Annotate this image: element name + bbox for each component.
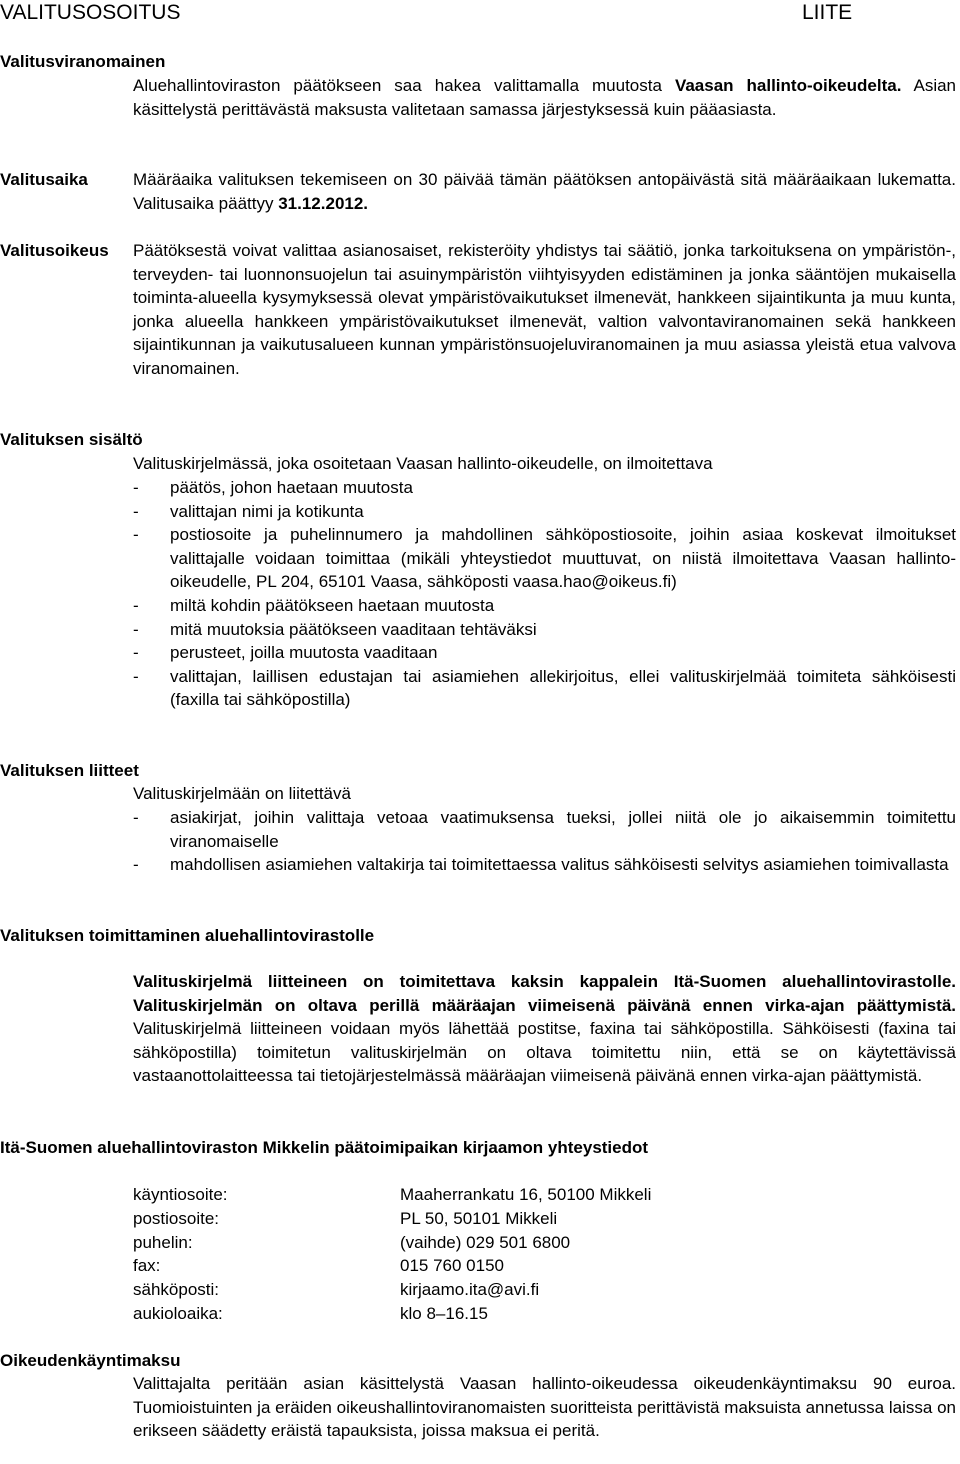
list-item: - mahdollisen asiamiehen valtakirja tai toimitettaessa valitus sähköisesti selvitys asiamiehen toimivallasta (133, 853, 956, 877)
authority-text-a: Aluehallintoviraston päätökseen saa hakea valittamalla muutosta (133, 76, 675, 95)
section-attachments-intro: Valituskirjelmään on liitettävä (133, 784, 351, 803)
contact-value: klo 8–16.15 (400, 1303, 488, 1323)
authority-text-b: Asian käsittelystä perittävästä maksusta valitetaan samassa järjestyksessä kuin pääasiasta. (133, 76, 957, 119)
list-item: - postiosoite ja puhelinnumero ja mahdollinen sähköpostiosoite, joihin asiaa koskevat ilmoitukset valittajalle voidaan toimittaa (mikäli yhteystiedot muuttuvat, on niistä ilmoitettava Vaasan hallinto-oikeudelle, PL 204, 65101 Vaasa, sähköposti vaasa.hao@oikeus.fi) (133, 523, 956, 594)
appendix-label: LIITE (802, 1, 853, 24)
section-attachments-heading: Valituksen liitteet (0, 761, 139, 780)
contact-key: postiosoite: (133, 1208, 219, 1228)
delivery-bold-b: Valituskirjelmän on oltava perillä määräajan viimeisenä päivänä ennen virka-ajan päättymistä. (133, 995, 956, 1015)
contact-row-phone (133, 1231, 651, 1255)
delivery-text: Valituskirjelmä liitteineen voidaan myös lähettää postitse, faxina tai sähköpostilla. Sähköisesti (faxina tai sähköpostilla) toimitetun valituskirjelmän on oltava toimitettu niin, että se on käytettävissä vastaanottolaitteessa tai tietojärjestelmässä määräajan viimeisenä päivänä ennen virka-ajan päättymistä. (133, 1019, 956, 1086)
contact-row-visit-address (133, 1183, 651, 1207)
contact-key: puhelin: (133, 1232, 193, 1252)
section-content-heading: Valituksen sisältö (0, 430, 143, 449)
delivery-bold-a: Valituskirjelmä liitteineen on toimitettava kaksin kappalein Itä-Suomen aluehallintovirastolle. (133, 972, 956, 991)
contact-row-fax (133, 1254, 651, 1278)
authority-court: Vaasan hallinto-oikeudelta. (674, 76, 902, 95)
contact-value: kirjaamo.ita@avi.fi (400, 1280, 540, 1300)
list-item: - miltä kohdin päätökseen haetaan muutosta (133, 594, 956, 618)
section-right-text: Päätöksestä voivat valittaa asianosaiset, rekisteröity yhdistys tai säätiö, jonka tarkoituksena on ympäristön-, terveyden- tai luonnonsuojelun tai asuinympäristön viihtyisyyden edistäminen ja jonka sääntöjen mukaisella toiminta-alueella kysymyksessä olevat ympäristövaikutukset ilmenevät, hankkeen sijaintikunta ja muu kunta, jonka alueella hankkeen ympäristövaikutukset ilmenevät, valtion valvontaviranomainen sekä hankkeen sijaintikunnan ja vaikutusalueen kunnan ympäristönsuojeluviranomainen ja muu asiassa yleistä etua valvova viranomainen. (133, 241, 956, 378)
list-item: - valittajan, laillisen edustajan tai asiamiehen allekirjoitus, ellei valituskirjelmää toimiteta sähköisesti (faxilla tai sähköpostilla) (133, 665, 956, 712)
content-requirements-list (133, 476, 956, 712)
contact-row-opening-hours (133, 1302, 651, 1326)
section-delivery-text (133, 970, 956, 1088)
deadline-date: 31.12.2012. (278, 193, 369, 213)
list-item: - päätös, johon haetaan muutosta (133, 476, 956, 500)
list-item: - perusteet, joilla muutosta vaaditaan (133, 641, 956, 665)
contact-value: PL 50, 50101 Mikkeli (400, 1208, 558, 1228)
attachments-list (133, 806, 956, 877)
section-authority-text (133, 74, 956, 121)
section-deadline-heading: Valitusaika (0, 170, 88, 189)
section-fee-heading: Oikeudenkäyntimaksu (0, 1351, 181, 1370)
list-item: - asiakirjat, joihin valittaja vetoaa vaatimuksensa tueksi, jollei niitä ole jo aikaisemmin toimitettu viranomaiselle (133, 806, 956, 853)
list-item: - valittajan nimi ja kotikunta (133, 500, 956, 524)
contact-table (133, 1183, 651, 1326)
contact-key: aukioloaika: (133, 1303, 223, 1323)
section-delivery-heading: Valituksen toimittaminen aluehallintovirastolle (0, 926, 375, 945)
section-deadline-text (133, 168, 956, 215)
document-title: VALITUSOSOITUS (0, 1, 181, 24)
contact-key: fax: (133, 1256, 161, 1276)
section-authority-heading: Valitusviranomainen (0, 52, 166, 71)
contact-value: Maaherrankatu 16, 50100 Mikkeli (400, 1185, 652, 1204)
contact-key: käyntiosoite: (133, 1185, 228, 1204)
contact-key: sähköposti: (133, 1280, 219, 1300)
contact-value: 015 760 0150 (400, 1256, 504, 1276)
section-right-heading: Valitusoikeus (0, 241, 109, 260)
section-contact-heading: Itä-Suomen aluehallintoviraston Mikkelin päätoimipaikan kirjaamon yhteystiedot (0, 1138, 649, 1157)
contact-row-email (133, 1278, 651, 1302)
deadline-text: Määräaika valituksen tekemiseen on 30 päivää tämän päätöksen antopäivästä sitä määräaikaan lukematta. Valitusaika päättyy (133, 170, 956, 213)
section-fee-text: Valittajalta peritään asian käsittelystä Vaasan hallinto-oikeudessa oikeudenkäyntimaksu 90 euroa. Tuomioistuinten ja eräiden oikeushallintoviranomaisten suoritteista perittävistä maksuista annetussa laissa on erikseen säädetty eräistä tapauksista, joissa maksua ei peritä. (133, 1374, 956, 1441)
contact-value: (vaihde) 029 501 6800 (400, 1232, 571, 1252)
list-item: - mitä muutoksia päätökseen vaaditaan tehtäväksi (133, 618, 956, 642)
contact-row-postal-address (133, 1207, 651, 1231)
section-content-intro: Valituskirjelmässä, joka osoitetaan Vaasan hallinto-oikeudelle, on ilmoitettava (133, 454, 713, 473)
